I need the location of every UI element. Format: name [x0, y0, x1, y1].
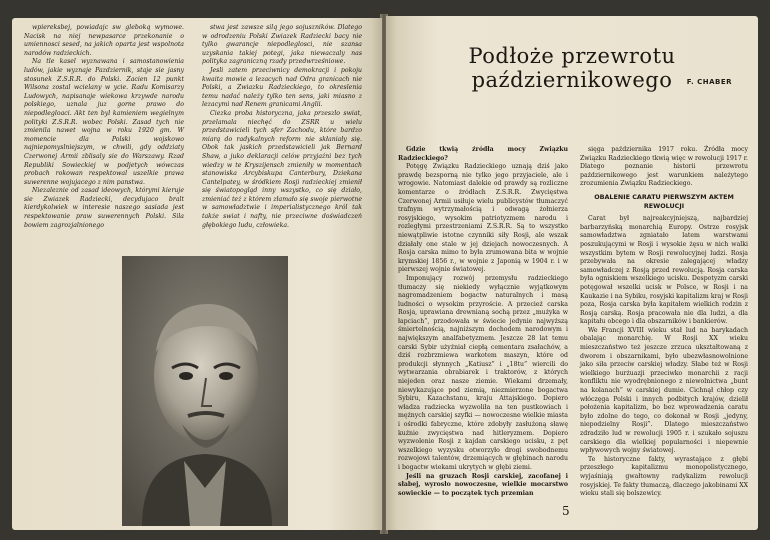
article-title: Podłoże przewrotu październikowego: [468, 44, 676, 92]
article-author: F. CHABER: [686, 78, 732, 86]
right-paragraph: Te historyczne fakty, wyrastające z głębi przeszłego kapitalizmu monopolistycznego, wyjaśniają gwałtowny radykalizm rewolucji rosyjskiej. Te fakty tłumaczą, dlaczego jakobinami XX wieku stali się bolszewicy.: [580, 455, 749, 498]
right-paragraph: Carat był najreakcyjniejszą, najbardziej barbarzyńską monarchią Europy. Ostrze rosyjsk samowładztwa zgniatało latem warstwami poszukującymi w Rosji i wysokie żęsu w nich walki wszystkim bytem w Rosji rewolucyjnej ludzi. Rosja przebywała na okresie zalegającej władzy samowładczej z Rosją przed rewolucją. Rosja carska była ogniskiem wszelkiego ucisku. Despotyzm carski potęgował wszelki ucisk w Polsce, w Rosji i na Kaukazie i na Sybiku, rosyjski kapitalizm kraj w Rosji poza, Rosja carska była kapitałem wielkich rodzin z Rosją carską. Rosja pracowała nie dla ludzi, a dla kapitału obcego i dla obszarników i bankierów.: [580, 215, 748, 326]
right-text-column-2: [580, 146, 749, 498]
left-paragraph: Ciezka proba historyczna, jaka przeszlo swiat, przelamala niechęć do ZSRR u wielu przedstawicieli tych sfer Zachodu, które bardzo miarą do radykalnych reform nie skłaniały się. Obok tak jaskich przedstawicieli jak Bernard Shaw, a juko deklaracji celów przyjaźni bez tych wiedzy w te Kryszijensch zmieniły w momentach stanowiska Arcybiskupa Canterbury, Dziekana Cantelpatey, w śródkiem Rosji radzieckiej zmienił się światopogląd inny wszystko, co się działo, zmieniać też z którem złamało się swoje pierwotne w samowładztwie i imperialistycznego król tak także swiat i nafty, nie przeciwne doświadczeń głębokiego ludu, człowieka.: [202, 109, 362, 229]
right-paragraph: sięga października 1917 roku. Źródła mocy Związku Radzieckiego tkwią więc w rewolucji 1917 r. Dlatego poznanie historii przewrotu październikowego jest warunkiem należytego zrozumienia Związku Radzieckiego.: [580, 146, 748, 188]
left-page: [12, 18, 382, 530]
right-paragraph: Potęgę Związku Radzieckiego uznają dziś jako prawdę bezsporną nie tylko jego przyjaciele, ale i wrogowie. Natomiast dalekie od prawdy są rozliczne komentarze o źródłach Z.S.R.R. Zwycięstwa Czerwonej Armii usiłuje wielu publicystów tłumaczyć trafnym wytrzymałością i odwagą żołnierza rosyjskiego, wysokim patriotyzmem narodu i rozległymi przestrzeniami Z.S.R.R. Są to wszystko niewątpliwie istotne czynniki siły Rosji, ale wszak działały one stale w jej dziejach nowoczesnych. A Rosja carska mimo to była zrumowana bita w wojnie krymskiej 1856 r., w wojnie z Japonią w 1904 r. i w pierwszej wojnie światowej.: [398, 163, 568, 274]
portrait-image: [122, 256, 288, 526]
right-page: [386, 16, 758, 530]
left-paragraph: Na tle kasel wyznawana i samostanowienia ludów, jakie wyznaje Pazdziernik, staje sie jasny stosunek Z.S.R.R. do Polski. Zacien 12 punkt Wilsona zostal wcielany w ycie. Radu Komisarzy Ludowych, napisanaje wiekowa krzywde narodu polskiego, uznala juz gorne prawo do niepodlegloaci. Akt ten byl kamieniem wegielnym polityki Z.S.R.R. wobec Polski. Zasad tych nie zmienila nawet wojna w roku 1920 gm. W momencie dla Polski wojskowo najniepomyslniejszym, w chwili, gdy oddziaty Czerwonej Armii zblisaly sie do Warszawy. Rzad Republiki Sowieckiej w podjetych wówczas probach rokowan respektowal uszelkie prawa suwerenne wojujacego z nim panstwa.: [24, 58, 184, 186]
left-text-column-2: [202, 24, 362, 262]
page-number: 5: [562, 504, 570, 518]
right-paragraph: Gdzie tkwią źródła mocy Związku Radzieckiego?: [398, 146, 568, 162]
left-paragraph: wpiereksbej, powiadajc sw glebokq wymowe. Nacisk na niej newpasarce przekonanie o umiennosci sesed, na jakich oparta jest wspolnota narodów radzieckich.: [24, 24, 184, 57]
right-paragraph: We Francji XVIII wieku stał lud na barykadach obalając monarchię. W Rosji XX wieku mieszczaństwo też jeszcze zrzuca ukształtowaną z dworem i obszarnikami, było ubezwłasnowolnione jako siła przeciw carskiej władzy. Słabe też w Rosji wielkiego burżuazji przeciwko monarchii z racji konfliktu nie wyodrębnionego z niewolnictwa „bunt na kolanach” w carskiej dumie. Cichnął chłop czy włóczęga Polski i innych podbitych krajów, dzielił położenia kapitalizm, bo bez wprowadzenia caratu było zdolne do tego, co dokonał w Rosji „jedyny, niepodzielny Rosji”. Dlatego mieszczaństwo zdradziło lud w rewolucji 1905 r. i szukało sojuszu carskiego dla wielkiej popularności i niepewnie wpływowych wojny światowej.: [580, 326, 748, 455]
left-paragraph: Jesli zatem przeciwnicy demokracji i pokoju kwaita mowie a lezacych nad Odra granicach nie Polski, a Zwiazku Radzieckiego, to okreslenia temu nadać należy tylko ten sens, jaki miasno z lezacymi nad Renem granicami Anglii.: [202, 66, 362, 109]
right-paragraph: Jeśli na gruzach Rosji carskiej, zacofanej i słabej, wyrosło nowoczesne, wielkie mocarstwo sowieckie — to początek tych przemian: [398, 472, 568, 497]
portrait-photo: [122, 256, 288, 526]
left-paragraph: stwa jest zawsze silq jego sojuszników. Dlatego w odrodzeniu Polski Zwiazek Radziecki bacy nie tylko gwarancje niepodleglosci, nie szansa uzyskania takiej potegi, jaka niewaczaly nas polityka zagranicznq rzady przedwrześniowe.: [202, 24, 362, 66]
right-paragraph: Imponujący rozwój przemysłu radzieckiego tłumaczy się niekiedy wyłącznie wyjątkowym nagromadzeniem bogactw naturalnych i masą ludności o wysokim przyroście. A przecież carska Rosja, uprawiana drewnianą sochą przez „mużyka w łapciach”, przodowała w świecie jedynie najwyższą śmiertelnością, najniższym dochodem narodowym i największym analfabetyzmem. Jeszcze 28 lat temu carski Sybir użyźniał ciepłą cementara zsałachów, a dziś rozbrzmiewa warkotem maszyn, które od produkcji słynnych „Katiusz” i „18tu” wiercili do wytwarzania obrabiarek i traktorów, z których niejeden oraz nasze ziemie. Wiekami drzemały, niewykazujące pod ziemią, niezmierzone bogactwa Sybiru, Kazachstanu, kraju Attajskiego. Dopiero władza radziecka wyzwoliła na ten pustkowiach i mężnych carskiej szyfki — nowoczesne wielkie miasta i ośrodki fabryczne, które zdobyły zasłużoną sławę kuźnie zwycięstwa nad hitleryzmem. Dopiero wyzwolenie Rosji z kajdan carskiego ucisku, z pęt wszelkiego wyzysku otworzyło drogi swobodnemu rozwojowi talentów, drzemiących w głębinach narodu i bogactw wiekami ukrytych w głębi ziemi.: [398, 274, 568, 471]
left-paragraph: Niezaleznie od zasad ideowych, którymi kieruje sie Zwiazek Radziecki, decydujaco bralt kierdykolwiek w interesie naszego sasiada jest respektowanie praw suwerennych Polski. Sila bowiem zagrozjalnionego: [24, 187, 184, 229]
left-text-column-1: [24, 24, 184, 262]
section-subheading: OBALENIE CARATU PIERWSZYM AKTEM REWOLUCJI: [594, 192, 734, 210]
right-text-column-1: [398, 146, 568, 497]
